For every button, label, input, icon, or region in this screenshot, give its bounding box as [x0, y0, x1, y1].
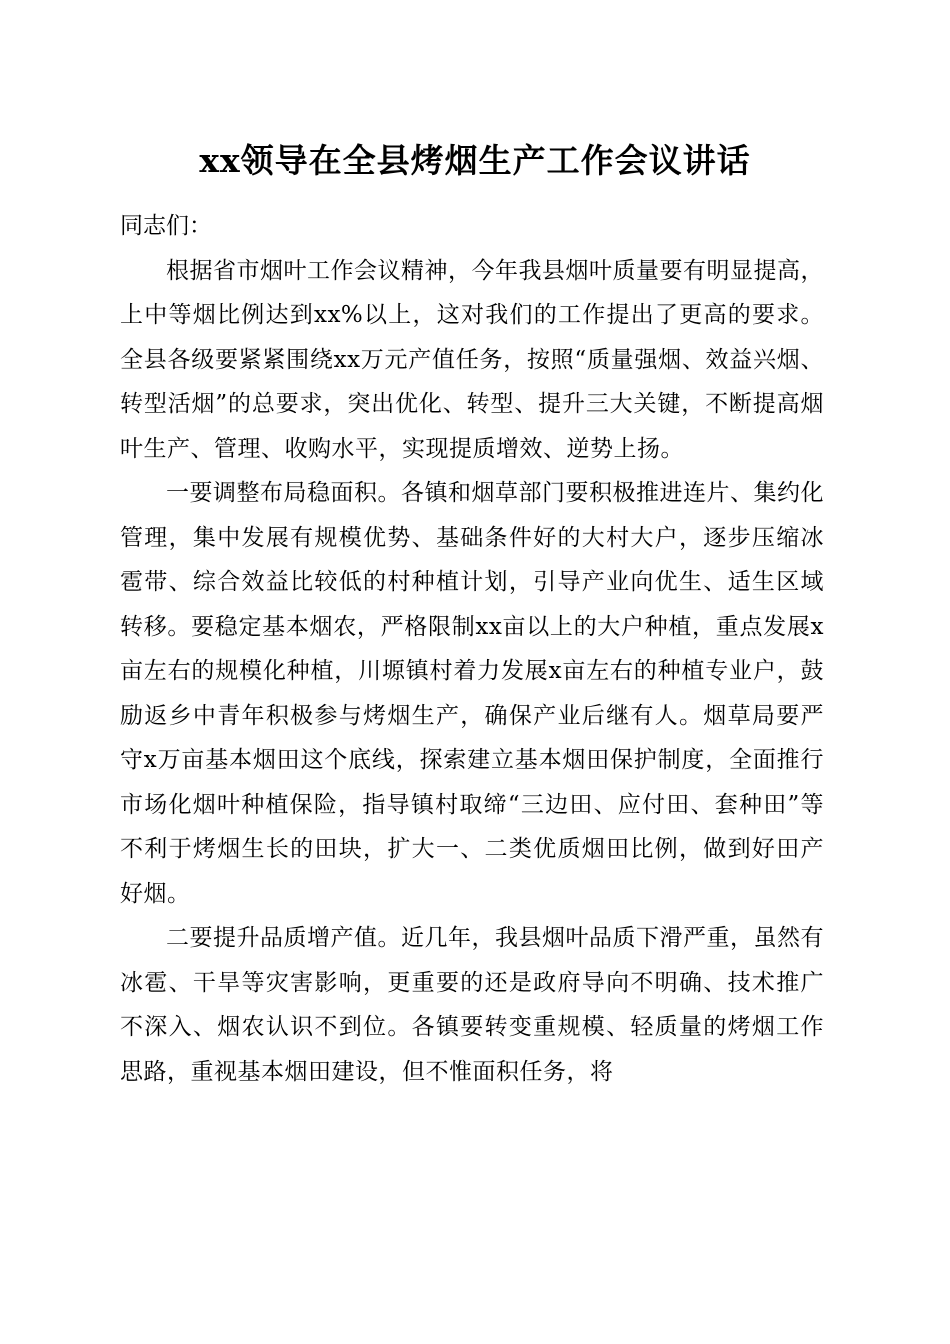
paragraph-intro: 根据省市烟叶工作会议精神，今年我县烟叶质量要有明显提高，上中等烟比例达到xx%以上，这对我们的工作提出了更高的要求。全县各级要紧紧围绕xx万元产值任务，按照“质量强烟、效益兴烟、转型活烟”的总要求，突出优化、转型、提升三大关键，不断提高烟叶生产、管理、收购水平，实现提质增效、逆势上扬。: [120, 257, 824, 462]
paragraph-layout-area: 一要调整布局稳面积。各镇和烟草部门要积极推进连片、集约化管理，集中发展有规模优势、基础条件好的大村大户，逐步压缩冰雹带、综合效益比较低的村种植计划，引导产业向优生、适生区域转移。要稳定基本烟农，严格限制xx亩以上的大户种植，重点发展x亩左右的规模化种植，川塬镇村着力发展x亩左右的种植专业户，鼓励返乡中青年积极参与烤烟生产，确保产业后继有人。烟草局要严守x万亩基本烟田这个底线，探索建立基本烟田保护制度，全面推行市场化烟叶种植保险，指导镇村取缔“三边田、应付田、套种田”等不利于烤烟生长的田块，扩大一、二类优质烟田比例，做到好田产好烟。: [120, 480, 824, 907]
document-body: [120, 204, 824, 1094]
salutation: 同志们：: [120, 213, 212, 239]
paragraph-quality-value: 二要提升品质增产值。近几年，我县烟叶品质下滑严重，虽然有冰雹、干旱等灾害影响，更重要的还是政府导向不明确、技术推广不深入、烟农认识不到位。各镇要转变重规模、轻质量的烤烟工作思路，重视基本烟田建设，但不惟面积任务，将: [120, 925, 824, 1085]
document-title: xx领导在全县烤烟生产工作会议讲话: [199, 141, 751, 180]
